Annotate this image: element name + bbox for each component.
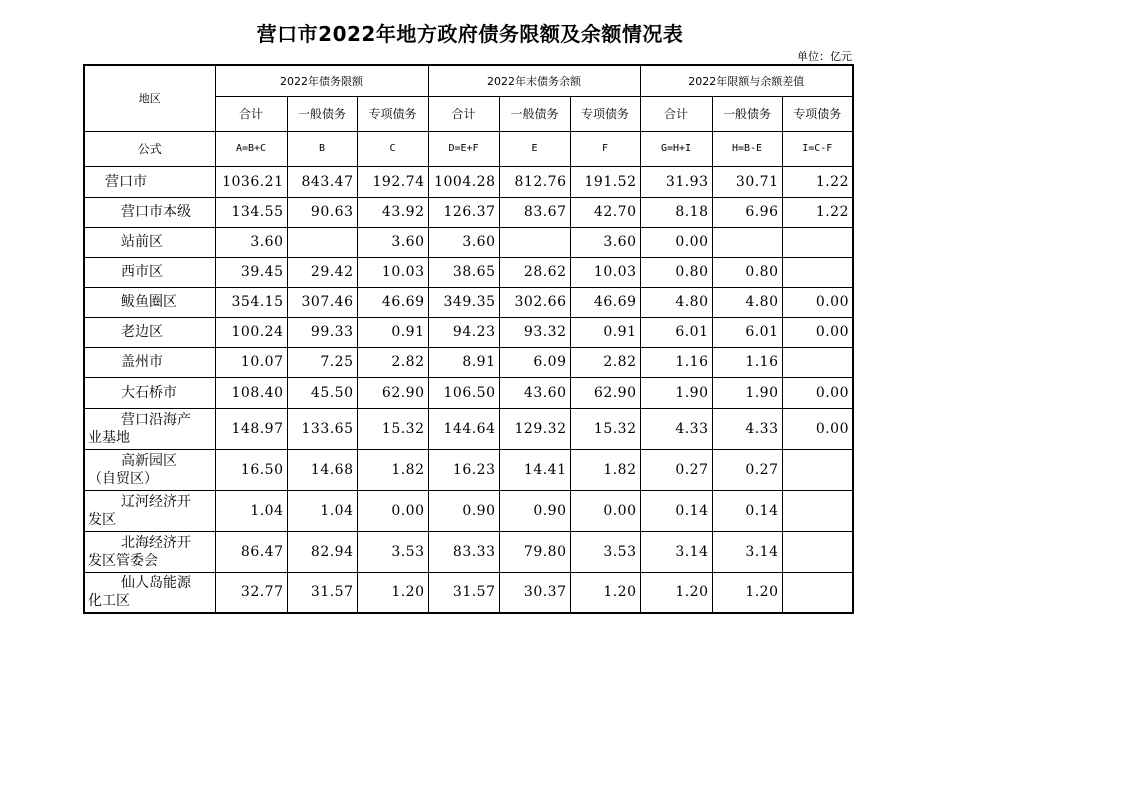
header-total: 合计 (428, 96, 499, 131)
value-cell: 133.65 (287, 408, 357, 449)
value-cell (287, 227, 357, 257)
value-cell: 14.41 (499, 449, 570, 490)
value-cell: 93.32 (499, 317, 570, 347)
region-name-line2: 发区管委会 (88, 552, 158, 569)
value-cell: 6.09 (499, 347, 570, 377)
value-cell: 1004.28 (428, 166, 499, 197)
value-cell: 90.63 (287, 197, 357, 227)
value-cell: 15.32 (357, 408, 428, 449)
region-name (84, 449, 215, 490)
value-cell: 1.90 (640, 377, 712, 408)
value-cell: 354.15 (215, 287, 287, 317)
value-cell: 812.76 (499, 166, 570, 197)
value-cell: 1.04 (215, 490, 287, 531)
value-cell: 6.01 (640, 317, 712, 347)
value-cell: 4.80 (640, 287, 712, 317)
value-cell: 15.32 (570, 408, 640, 449)
region-name: 盖州市 (84, 347, 215, 377)
header-group-balance: 2022年末债务余额 (428, 65, 640, 96)
header-group-diff: 2022年限额与余额差值 (640, 65, 853, 96)
value-cell: 16.50 (215, 449, 287, 490)
region-name (84, 531, 215, 572)
region-name-line1: 仙人岛能源 (121, 575, 191, 592)
value-cell: 3.60 (215, 227, 287, 257)
value-cell: 45.50 (287, 377, 357, 408)
table-row (84, 197, 853, 227)
value-cell: 0.91 (570, 317, 640, 347)
header-general: 一般债务 (499, 96, 570, 131)
table-row (84, 531, 853, 572)
value-cell: 1.20 (712, 572, 782, 613)
value-cell: 62.90 (570, 377, 640, 408)
value-cell: 100.24 (215, 317, 287, 347)
value-cell: 106.50 (428, 377, 499, 408)
table-row (84, 408, 853, 449)
region-name: 鲅鱼圈区 (84, 287, 215, 317)
value-cell: 0.14 (640, 490, 712, 531)
value-cell: 3.60 (428, 227, 499, 257)
value-cell: 843.47 (287, 166, 357, 197)
value-cell: 4.80 (712, 287, 782, 317)
value-cell: 43.60 (499, 377, 570, 408)
value-cell (782, 531, 853, 572)
value-cell: 1.20 (357, 572, 428, 613)
formula-cell: F (570, 131, 640, 166)
value-cell: 0.00 (357, 490, 428, 531)
value-cell: 3.53 (570, 531, 640, 572)
header-total: 合计 (215, 96, 287, 131)
value-cell: 0.00 (782, 317, 853, 347)
value-cell: 28.62 (499, 257, 570, 287)
formula-cell: D=E+F (428, 131, 499, 166)
table-row (84, 287, 853, 317)
header-general: 一般债务 (712, 96, 782, 131)
table-row (84, 377, 853, 408)
value-cell: 1.90 (712, 377, 782, 408)
value-cell (782, 347, 853, 377)
value-cell: 2.82 (357, 347, 428, 377)
value-cell: 1.20 (570, 572, 640, 613)
value-cell: 144.64 (428, 408, 499, 449)
region-name: 营口市本级 (84, 197, 215, 227)
value-cell: 38.65 (428, 257, 499, 287)
value-cell: 99.33 (287, 317, 357, 347)
value-cell (499, 227, 570, 257)
table-row (84, 227, 853, 257)
value-cell: 31.93 (640, 166, 712, 197)
value-cell: 134.55 (215, 197, 287, 227)
value-cell: 302.66 (499, 287, 570, 317)
formula-cell: A=B+C (215, 131, 287, 166)
value-cell: 8.91 (428, 347, 499, 377)
value-cell: 62.90 (357, 377, 428, 408)
region-name-line2: 发区 (88, 511, 116, 528)
formula-cell: B (287, 131, 357, 166)
region-name (84, 408, 215, 449)
value-cell (782, 227, 853, 257)
value-cell: 0.27 (712, 449, 782, 490)
value-cell: 10.07 (215, 347, 287, 377)
region-name: 大石桥市 (84, 377, 215, 408)
value-cell: 1036.21 (215, 166, 287, 197)
value-cell: 42.70 (570, 197, 640, 227)
value-cell: 191.52 (570, 166, 640, 197)
value-cell: 1.82 (570, 449, 640, 490)
formula-cell: C (357, 131, 428, 166)
value-cell: 1.22 (782, 197, 853, 227)
value-cell: 0.00 (782, 377, 853, 408)
formula-cell: G=H+I (640, 131, 712, 166)
value-cell: 129.32 (499, 408, 570, 449)
value-cell: 108.40 (215, 377, 287, 408)
region-name (84, 490, 215, 531)
header-general: 一般债务 (287, 96, 357, 131)
region-name-line2: 化工区 (88, 593, 130, 610)
value-cell: 6.01 (712, 317, 782, 347)
formula-cell: H=B-E (712, 131, 782, 166)
value-cell: 94.23 (428, 317, 499, 347)
region-name-line1: 高新园区 (121, 452, 177, 469)
value-cell: 30.71 (712, 166, 782, 197)
value-cell: 1.22 (782, 166, 853, 197)
value-cell: 0.90 (428, 490, 499, 531)
value-cell: 79.80 (499, 531, 570, 572)
table-row (84, 317, 853, 347)
value-cell: 0.00 (570, 490, 640, 531)
value-cell: 86.47 (215, 531, 287, 572)
value-cell: 3.60 (570, 227, 640, 257)
value-cell (782, 257, 853, 287)
table-row (84, 257, 853, 287)
value-cell: 0.91 (357, 317, 428, 347)
header-region: 地区 (84, 65, 215, 131)
value-cell (782, 490, 853, 531)
value-cell: 1.82 (357, 449, 428, 490)
value-cell: 46.69 (570, 287, 640, 317)
value-cell: 10.03 (357, 257, 428, 287)
value-cell: 3.14 (640, 531, 712, 572)
value-cell (712, 227, 782, 257)
value-cell: 0.80 (640, 257, 712, 287)
value-cell (782, 449, 853, 490)
value-cell: 1.16 (712, 347, 782, 377)
debt-table (83, 64, 854, 614)
value-cell: 0.00 (782, 287, 853, 317)
value-cell: 1.16 (640, 347, 712, 377)
value-cell: 82.94 (287, 531, 357, 572)
page-title: 营口市2022年地方政府债务限额及余额情况表 (256, 22, 684, 46)
value-cell: 1.20 (640, 572, 712, 613)
region-name-line1: 辽河经济开 (121, 493, 191, 510)
region-name-line1: 营口沿海产 (121, 411, 191, 428)
value-cell: 0.14 (712, 490, 782, 531)
value-cell: 4.33 (640, 408, 712, 449)
table-row (84, 347, 853, 377)
table-row (84, 490, 853, 531)
value-cell: 46.69 (357, 287, 428, 317)
value-cell (782, 572, 853, 613)
header-special: 专项债务 (570, 96, 640, 131)
region-name (84, 572, 215, 613)
value-cell: 31.57 (428, 572, 499, 613)
value-cell: 7.25 (287, 347, 357, 377)
value-cell: 43.92 (357, 197, 428, 227)
value-cell: 148.97 (215, 408, 287, 449)
table-row (84, 449, 853, 490)
value-cell: 0.00 (640, 227, 712, 257)
formula-label: 公式 (84, 131, 215, 166)
value-cell: 2.82 (570, 347, 640, 377)
header-special: 专项债务 (357, 96, 428, 131)
region-name: 营口市 (84, 166, 215, 197)
value-cell: 4.33 (712, 408, 782, 449)
value-cell: 83.33 (428, 531, 499, 572)
value-cell: 6.96 (712, 197, 782, 227)
value-cell: 16.23 (428, 449, 499, 490)
header-special: 专项债务 (782, 96, 853, 131)
value-cell: 192.74 (357, 166, 428, 197)
value-cell: 1.04 (287, 490, 357, 531)
value-cell: 307.46 (287, 287, 357, 317)
value-cell: 10.03 (570, 257, 640, 287)
value-cell: 126.37 (428, 197, 499, 227)
value-cell: 83.67 (499, 197, 570, 227)
value-cell: 8.18 (640, 197, 712, 227)
region-name: 西市区 (84, 257, 215, 287)
value-cell: 0.80 (712, 257, 782, 287)
region-name: 站前区 (84, 227, 215, 257)
value-cell: 3.53 (357, 531, 428, 572)
value-cell: 0.00 (782, 408, 853, 449)
region-name-line2: 业基地 (88, 429, 130, 446)
table-row (84, 572, 853, 613)
value-cell: 39.45 (215, 257, 287, 287)
value-cell: 30.37 (499, 572, 570, 613)
unit-label: 单位：亿元 (797, 50, 852, 63)
value-cell: 32.77 (215, 572, 287, 613)
region-name-line1: 北海经济开 (121, 534, 191, 551)
header-total: 合计 (640, 96, 712, 131)
value-cell: 0.90 (499, 490, 570, 531)
value-cell: 31.57 (287, 572, 357, 613)
value-cell: 0.27 (640, 449, 712, 490)
header-group-limit: 2022年债务限额 (215, 65, 428, 96)
formula-cell: E (499, 131, 570, 166)
formula-cell: I=C-F (782, 131, 853, 166)
value-cell: 3.14 (712, 531, 782, 572)
value-cell: 349.35 (428, 287, 499, 317)
table-row (84, 166, 853, 197)
region-name: 老边区 (84, 317, 215, 347)
value-cell: 14.68 (287, 449, 357, 490)
value-cell: 3.60 (357, 227, 428, 257)
region-name-line2: （自贸区） (88, 470, 158, 487)
value-cell: 29.42 (287, 257, 357, 287)
